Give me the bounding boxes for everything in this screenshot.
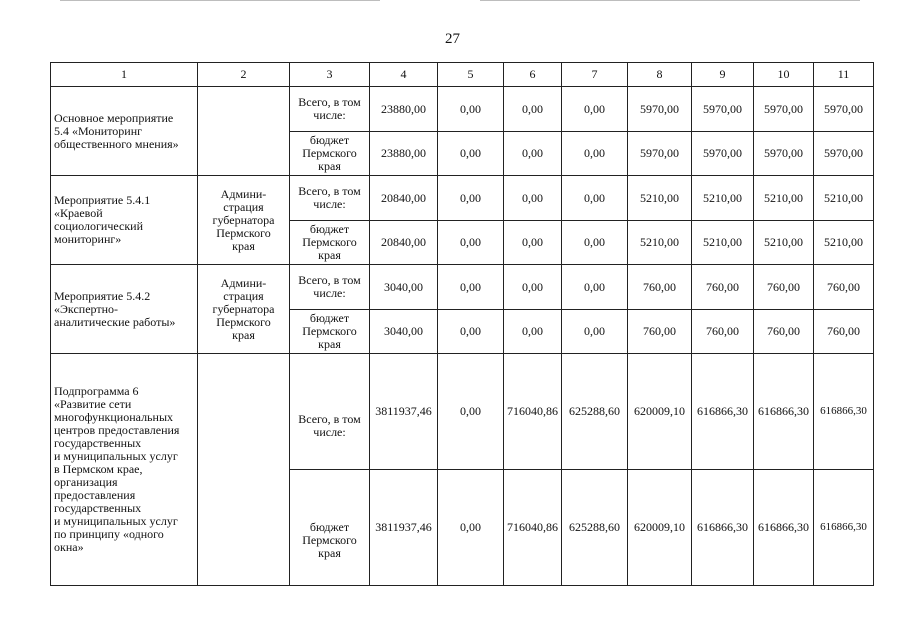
value-cell: 0,00 <box>562 221 628 265</box>
value-cell: 5970,00 <box>692 132 754 176</box>
funding-source: Всего, в том числе: <box>290 87 370 132</box>
value-cell: 625288,60 <box>562 470 628 586</box>
value-cell: 5210,00 <box>814 221 874 265</box>
value-cell: 5970,00 <box>754 87 814 132</box>
value-cell: 5970,00 <box>628 132 692 176</box>
funding-source: Всего, в том числе: <box>290 265 370 310</box>
scan-top-line-right <box>480 0 860 1</box>
event-name: Мероприятие 5.4.1 «Краевой социологический мониторинг» <box>51 176 198 265</box>
funding-source: Всего, в том числе: <box>290 176 370 221</box>
value-cell: 760,00 <box>754 310 814 354</box>
value-cell: 5970,00 <box>692 87 754 132</box>
value-cell: 23880,00 <box>370 87 438 132</box>
budget-table <box>50 62 874 586</box>
value-cell: 0,00 <box>562 265 628 310</box>
value-cell: 0,00 <box>504 132 562 176</box>
value-cell: 0,00 <box>504 221 562 265</box>
value-cell: 0,00 <box>438 470 504 586</box>
value-cell: 5970,00 <box>814 87 874 132</box>
value-cell: 616866,30 <box>692 470 754 586</box>
table-row <box>51 354 874 470</box>
value-cell: 0,00 <box>438 310 504 354</box>
value-cell: 716040,86 <box>504 354 562 470</box>
col-header: 2 <box>198 63 290 87</box>
value-cell: 616866,30 <box>754 470 814 586</box>
value-cell: 0,00 <box>438 87 504 132</box>
col-header: 9 <box>692 63 754 87</box>
value-cell: 5210,00 <box>628 221 692 265</box>
scan-top-line-left <box>60 0 380 1</box>
funding-source: бюджет Пермского края <box>290 221 370 265</box>
executor: Админи- страция губернатора Пермского края <box>198 176 290 265</box>
table-row <box>51 265 874 310</box>
value-cell: 0,00 <box>438 132 504 176</box>
value-cell: 5210,00 <box>692 221 754 265</box>
value-cell: 760,00 <box>628 265 692 310</box>
event-name: Мероприятие 5.4.2 «Экспертно- аналитические работы» <box>51 265 198 354</box>
value-cell: 760,00 <box>692 310 754 354</box>
value-cell: 3040,00 <box>370 310 438 354</box>
value-cell: 0,00 <box>438 354 504 470</box>
value-cell: 3811937,46 <box>370 354 438 470</box>
value-cell: 620009,10 <box>628 470 692 586</box>
value-cell: 716040,86 <box>504 470 562 586</box>
col-header: 3 <box>290 63 370 87</box>
funding-source: бюджет Пермского края <box>290 310 370 354</box>
value-cell: 0,00 <box>562 176 628 221</box>
value-cell: 5210,00 <box>754 221 814 265</box>
value-cell: 5970,00 <box>628 87 692 132</box>
col-header: 5 <box>438 63 504 87</box>
col-header: 1 <box>51 63 198 87</box>
value-cell: 23880,00 <box>370 132 438 176</box>
value-cell: 616866,30 <box>814 354 874 470</box>
value-cell: 20840,00 <box>370 221 438 265</box>
value-cell: 616866,30 <box>814 470 874 586</box>
value-cell: 5970,00 <box>754 132 814 176</box>
value-cell: 0,00 <box>562 310 628 354</box>
value-cell: 0,00 <box>438 265 504 310</box>
value-cell: 5210,00 <box>754 176 814 221</box>
value-cell: 620009,10 <box>628 354 692 470</box>
col-header: 7 <box>562 63 628 87</box>
value-cell: 0,00 <box>438 221 504 265</box>
value-cell: 0,00 <box>504 176 562 221</box>
executor: Админи- страция губернатора Пермского края <box>198 265 290 354</box>
table-row <box>51 87 874 132</box>
value-cell: 0,00 <box>438 176 504 221</box>
value-cell: 5970,00 <box>814 132 874 176</box>
value-cell: 0,00 <box>562 132 628 176</box>
subprogram-name: Подпрограмма 6 «Развитие сети многофункциональных центров предоставления государственных и муниципальных услуг в Пермском крае, организация предоставления государственных и муниципальных услуг по принципу «одного окна» <box>51 354 198 586</box>
page-number: 27 <box>445 31 460 47</box>
funding-source: Всего, в том числе: <box>290 354 370 470</box>
value-cell: 0,00 <box>504 87 562 132</box>
value-cell: 760,00 <box>628 310 692 354</box>
value-cell: 616866,30 <box>754 354 814 470</box>
col-header: 11 <box>814 63 874 87</box>
col-header: 4 <box>370 63 438 87</box>
value-cell: 0,00 <box>504 265 562 310</box>
col-header: 10 <box>754 63 814 87</box>
value-cell: 5210,00 <box>628 176 692 221</box>
col-header: 6 <box>504 63 562 87</box>
value-cell: 5210,00 <box>692 176 754 221</box>
value-cell: 3811937,46 <box>370 470 438 586</box>
header-row <box>51 63 874 87</box>
value-cell: 760,00 <box>814 265 874 310</box>
value-cell: 760,00 <box>814 310 874 354</box>
value-cell: 20840,00 <box>370 176 438 221</box>
funding-source: бюджет Пермского края <box>290 132 370 176</box>
value-cell: 3040,00 <box>370 265 438 310</box>
value-cell: 0,00 <box>504 310 562 354</box>
event-name: Основное мероприятие 5.4 «Мониторинг общественного мнения» <box>51 87 198 176</box>
value-cell: 5210,00 <box>814 176 874 221</box>
executor <box>198 354 290 586</box>
executor <box>198 87 290 176</box>
value-cell: 760,00 <box>692 265 754 310</box>
value-cell: 625288,60 <box>562 354 628 470</box>
value-cell: 760,00 <box>754 265 814 310</box>
value-cell: 616866,30 <box>692 354 754 470</box>
funding-source: бюджет Пермского края <box>290 470 370 586</box>
col-header: 8 <box>628 63 692 87</box>
value-cell: 0,00 <box>562 87 628 132</box>
table-row <box>51 176 874 221</box>
